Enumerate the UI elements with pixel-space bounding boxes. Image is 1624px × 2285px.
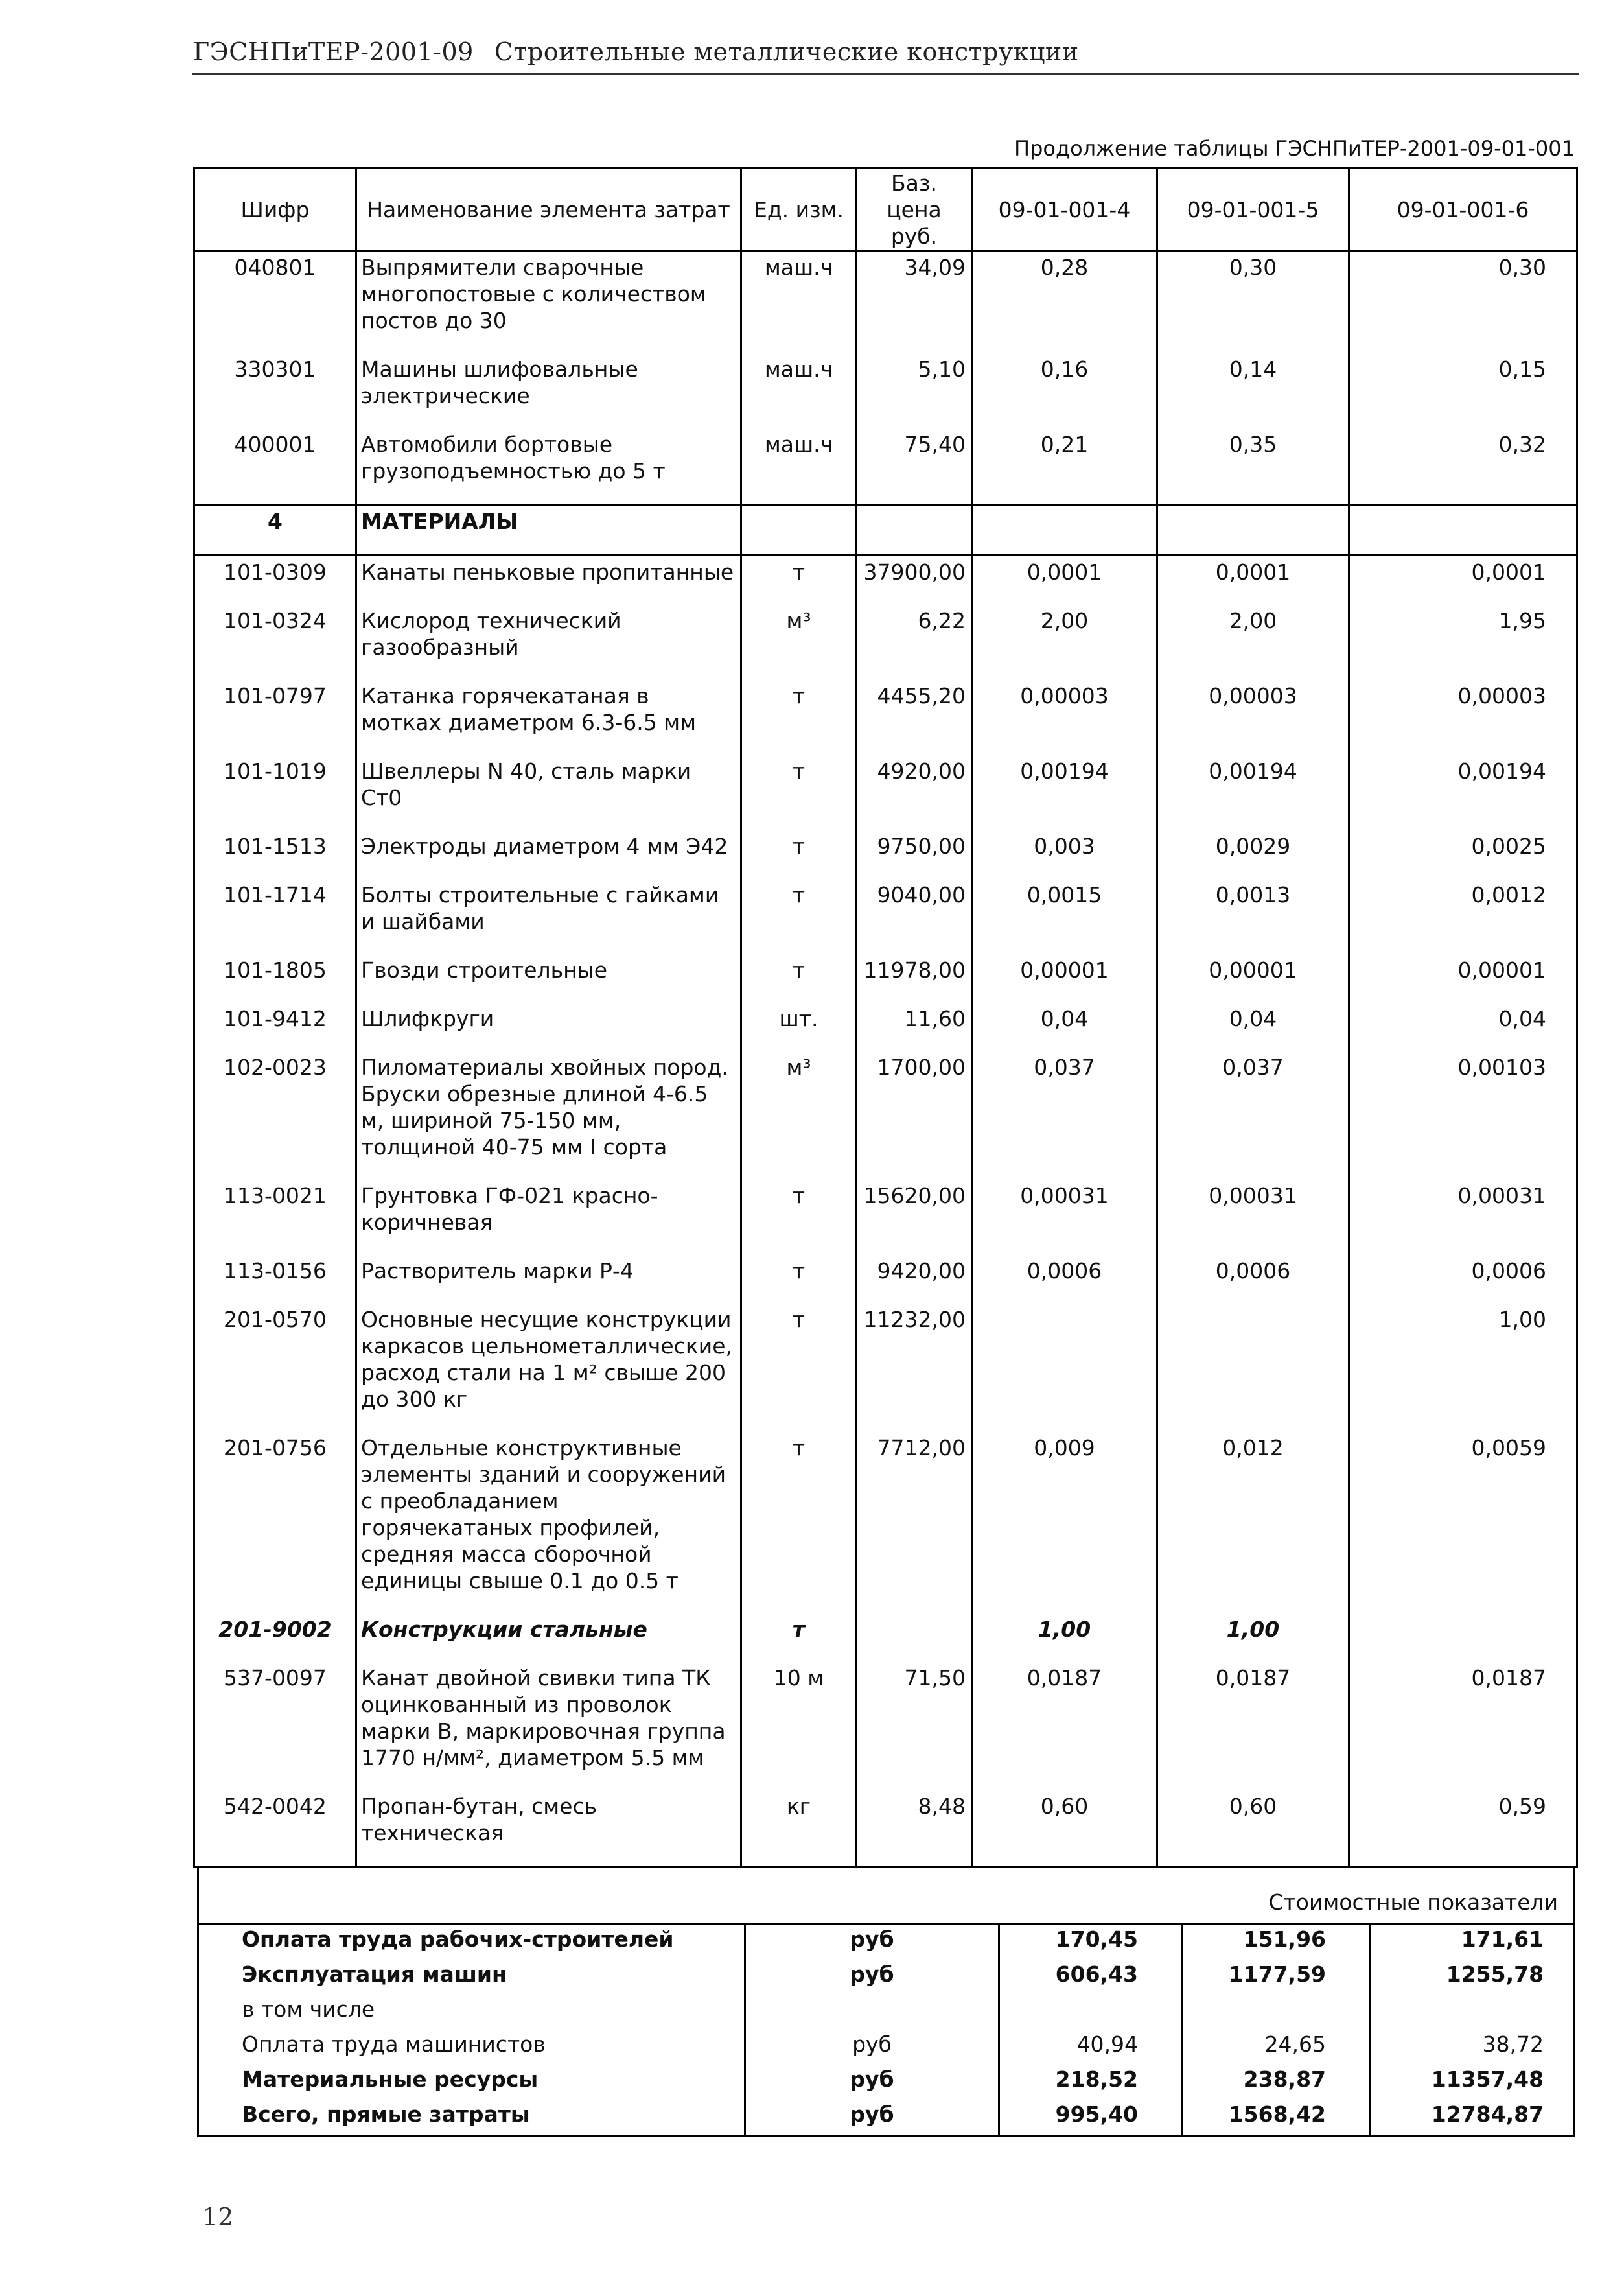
row-value-c3: 0,00194: [1349, 755, 1577, 830]
row-code: 101-1019: [194, 755, 356, 830]
row-value-c2: 0,04: [1157, 1003, 1349, 1051]
row-value-c3: 0,00001: [1349, 954, 1577, 1003]
cost-unit: [745, 1995, 999, 2030]
row-code: 201-0756: [194, 1432, 356, 1613]
cost-caption-row: [198, 1867, 1575, 1925]
row-code: 330301: [194, 353, 356, 428]
cost-unit: руб: [745, 2065, 999, 2100]
row-unit: т: [741, 1432, 857, 1613]
row-value-c3: 0,00003: [1349, 680, 1577, 755]
row-unit: шт.: [741, 1003, 857, 1051]
row-value-c1: 0,00194: [972, 755, 1157, 830]
cost-value-c2: 238,87: [1182, 2065, 1370, 2100]
row-name: Отдельные конструктивные элементы зданий и сооружений с преобладанием горячекатаных профилей, средняя масса сборочной единицы свыше 0.1 до 0.5 т: [356, 1432, 741, 1613]
cost-label: Материальные ресурсы: [242, 2067, 539, 2092]
row-value-c3: 0,59: [1349, 1790, 1577, 1867]
row-code: 101-0309: [194, 556, 356, 605]
row-value-c3: [1349, 505, 1577, 556]
table-row: [194, 505, 1577, 556]
row-unit: т: [741, 1180, 857, 1255]
row-value-c3: 0,0187: [1349, 1662, 1577, 1790]
row-price: 15620,00: [857, 1180, 972, 1255]
cost-value-c1: 606,43: [999, 1960, 1182, 1995]
row-name: Катанка горячекатаная в мотках диаметром 6.3-6.5 мм: [356, 680, 741, 755]
row-value-c2: 0,0187: [1157, 1662, 1349, 1790]
row-unit: т: [741, 879, 857, 954]
table-row: [194, 879, 1577, 954]
row-value-c2: 0,0006: [1157, 1255, 1349, 1304]
row-code: 537-0097: [194, 1662, 356, 1790]
col-header-c1: 09-01-001-4: [972, 169, 1157, 251]
cost-label: Оплата труда машинистов: [242, 2032, 546, 2057]
row-value-c1: [972, 1304, 1157, 1432]
row-code: 400001: [194, 428, 356, 505]
row-value-c2: 0,0001: [1157, 556, 1349, 605]
cost-label: в том числе: [242, 1997, 375, 2022]
cost-caption: Стоимостные показатели: [198, 1867, 1575, 1925]
row-code: 101-0797: [194, 680, 356, 755]
row-price: 9040,00: [857, 879, 972, 954]
col-header-code: Шифр: [194, 169, 356, 251]
row-name: Кислород технический газообразный: [356, 605, 741, 680]
row-value-c3: 0,00031: [1349, 1180, 1577, 1255]
cost-unit: руб: [745, 2030, 999, 2065]
table-row: [194, 1613, 1577, 1662]
row-name: Пропан-бутан, смесь техническая: [356, 1790, 741, 1867]
row-value-c1: 0,0187: [972, 1662, 1157, 1790]
row-name: Электроды диаметром 4 мм Э42: [356, 830, 741, 879]
row-value-c3: 0,0025: [1349, 830, 1577, 879]
page-number: 12: [202, 2203, 234, 2231]
row-value-c1: 0,037: [972, 1051, 1157, 1180]
row-price: 7712,00: [857, 1432, 972, 1613]
row-value-c2: 0,00001: [1157, 954, 1349, 1003]
row-price: 11978,00: [857, 954, 972, 1003]
row-code: 113-0021: [194, 1180, 356, 1255]
row-value-c2: 0,00194: [1157, 755, 1349, 830]
row-value-c1: 0,0015: [972, 879, 1157, 954]
row-code: 101-0324: [194, 605, 356, 680]
row-price: 5,10: [857, 353, 972, 428]
cost-label: Эксплуатация машин: [242, 1962, 507, 1987]
row-value-c1: [972, 505, 1157, 556]
row-value-c3: 1,00: [1349, 1304, 1577, 1432]
row-price: 9750,00: [857, 830, 972, 879]
row-price: 6,22: [857, 605, 972, 680]
row-value-c2: 0,0013: [1157, 879, 1349, 954]
table-row: [194, 755, 1577, 830]
row-value-c1: 0,00001: [972, 954, 1157, 1003]
cost-unit: руб: [745, 2100, 999, 2137]
table-row: [194, 1662, 1577, 1790]
row-name: Пиломатериалы хвойных пород. Бруски обрезные длиной 4-6.5 м, шириной 75-150 мм, толщиной 40-75 мм I сорта: [356, 1051, 741, 1180]
row-value-c1: 0,21: [972, 428, 1157, 505]
table-row: [194, 556, 1577, 605]
row-value-c2: 0,00031: [1157, 1180, 1349, 1255]
cost-value-c3: [1370, 1995, 1575, 2030]
row-unit: т: [741, 954, 857, 1003]
row-value-c2: 2,00: [1157, 605, 1349, 680]
row-name: Машины шлифовальные электрические: [356, 353, 741, 428]
row-code: 113-0156: [194, 1255, 356, 1304]
row-code: 201-0570: [194, 1304, 356, 1432]
row-code: 101-1513: [194, 830, 356, 879]
row-value-c2: [1157, 1304, 1349, 1432]
row-value-c3: 0,04: [1349, 1003, 1577, 1051]
cost-value-c3: 12784,87: [1370, 2100, 1575, 2137]
cost-row: [198, 1925, 1575, 1961]
row-price: 1700,00: [857, 1051, 972, 1180]
cost-value-c2: 1568,42: [1182, 2100, 1370, 2137]
table-row: [194, 1790, 1577, 1867]
row-code: 201-9002: [194, 1613, 356, 1662]
row-unit: т: [741, 755, 857, 830]
row-value-c1: 0,28: [972, 251, 1157, 354]
row-price: 34,09: [857, 251, 972, 354]
row-value-c3: 0,0059: [1349, 1432, 1577, 1613]
row-name: Канаты пеньковые пропитанные: [356, 556, 741, 605]
table-row: [194, 1432, 1577, 1613]
row-value-c2: 0,35: [1157, 428, 1349, 505]
row-value-c3: 0,32: [1349, 428, 1577, 505]
row-unit: м³: [741, 605, 857, 680]
table-row: [194, 830, 1577, 879]
col-header-c2: 09-01-001-5: [1157, 169, 1349, 251]
row-name: Гвозди строительные: [356, 954, 741, 1003]
row-name: Швеллеры N 40, сталь марки Ст0: [356, 755, 741, 830]
table-row: [194, 1255, 1577, 1304]
row-value-c2: 0,60: [1157, 1790, 1349, 1867]
table-row: [194, 428, 1577, 505]
row-unit: маш.ч: [741, 428, 857, 505]
table-row: [194, 251, 1577, 354]
row-code: 101-9412: [194, 1003, 356, 1051]
row-value-c2: 0,30: [1157, 251, 1349, 354]
row-price: [857, 505, 972, 556]
row-value-c3: 0,0006: [1349, 1255, 1577, 1304]
cost-value-c2: 1177,59: [1182, 1960, 1370, 1995]
cost-value-c1: 170,45: [999, 1925, 1182, 1961]
row-value-c1: 2,00: [972, 605, 1157, 680]
row-value-c1: 0,0006: [972, 1255, 1157, 1304]
row-value-c3: 0,00103: [1349, 1051, 1577, 1180]
table-row: [194, 605, 1577, 680]
header-title: Строительные металлические конструкции: [494, 38, 1079, 66]
table-row: [194, 1051, 1577, 1180]
row-unit: маш.ч: [741, 251, 857, 354]
row-price: 9420,00: [857, 1255, 972, 1304]
cost-value-c2: 151,96: [1182, 1925, 1370, 1961]
row-value-c1: 0,60: [972, 1790, 1157, 1867]
row-price: 11,60: [857, 1003, 972, 1051]
row-name: Грунтовка ГФ-021 красно-коричневая: [356, 1180, 741, 1255]
cost-value-c3: 38,72: [1370, 2030, 1575, 2065]
row-value-c3: 1,95: [1349, 605, 1577, 680]
row-value-c1: 1,00: [972, 1613, 1157, 1662]
cost-label: Всего, прямые затраты: [242, 2102, 530, 2127]
row-unit: т: [741, 680, 857, 755]
row-value-c1: 0,0001: [972, 556, 1157, 605]
cost-unit: руб: [745, 1925, 999, 1961]
table-row: [194, 1003, 1577, 1051]
row-value-c3: 0,15: [1349, 353, 1577, 428]
row-value-c3: 0,0001: [1349, 556, 1577, 605]
row-code: 101-1714: [194, 879, 356, 954]
continuation-caption: Продолжение таблицы ГЭСНПиТЕР-2001-09-01-001: [1014, 136, 1575, 161]
cost-label: Оплата труда рабочих-строителей: [242, 1927, 674, 1952]
row-price: 37900,00: [857, 556, 972, 605]
row-code: 101-1805: [194, 954, 356, 1003]
row-code: 102-0023: [194, 1051, 356, 1180]
row-unit: т: [741, 1304, 857, 1432]
row-name: Выпрямители сварочные многопостовые с количеством постов до 30: [356, 251, 741, 354]
row-value-c1: 0,009: [972, 1432, 1157, 1613]
row-value-c3: 0,30: [1349, 251, 1577, 354]
cost-value-c3: 1255,78: [1370, 1960, 1575, 1995]
row-value-c2: 0,0029: [1157, 830, 1349, 879]
table-row: [194, 954, 1577, 1003]
row-unit: т: [741, 556, 857, 605]
row-value-c2: 1,00: [1157, 1613, 1349, 1662]
row-name: Основные несущие конструкции каркасов цельнометаллические, расход стали на 1 м² свыше 200 до 300 кг: [356, 1304, 741, 1432]
row-unit: т: [741, 830, 857, 879]
table-row: [194, 1180, 1577, 1255]
cost-value-c1: 995,40: [999, 2100, 1182, 2137]
cost-value-c1: 40,94: [999, 2030, 1182, 2065]
row-name: Автомобили бортовые грузоподъемностью до 5 т: [356, 428, 741, 505]
cost-value-c2: [1182, 1995, 1370, 2030]
row-unit: 10 м: [741, 1662, 857, 1790]
row-unit: т: [741, 1255, 857, 1304]
row-unit: кг: [741, 1790, 857, 1867]
col-header-name: Наименование элемента затрат: [356, 169, 741, 251]
row-price: 8,48: [857, 1790, 972, 1867]
row-name: Шлифкруги: [356, 1003, 741, 1051]
row-price: 71,50: [857, 1662, 972, 1790]
row-unit: т: [741, 1613, 857, 1662]
resource-table: [193, 167, 1578, 1868]
row-value-c1: 0,00003: [972, 680, 1157, 755]
header-rule: [192, 73, 1579, 75]
cost-value-c3: 11357,48: [1370, 2065, 1575, 2100]
table-row: [194, 353, 1577, 428]
cost-row: [198, 1995, 1575, 2030]
row-value-c2: 0,14: [1157, 353, 1349, 428]
cost-row: [198, 2030, 1575, 2065]
row-price: [857, 1613, 972, 1662]
row-name: Канат двойной свивки типа ТК оцинкованный из проволок марки В, маркировочная группа 1770 н/мм², диаметром 5.5 мм: [356, 1662, 741, 1790]
row-code: 542-0042: [194, 1790, 356, 1867]
row-value-c1: 0,04: [972, 1003, 1157, 1051]
cost-row: [198, 2100, 1575, 2137]
cost-value-c1: [999, 1995, 1182, 2030]
table-row: [194, 1304, 1577, 1432]
header-code: ГЭСНПиТЕР-2001-09: [193, 38, 474, 66]
row-value-c3: 0,0012: [1349, 879, 1577, 954]
row-name: Растворитель марки Р-4: [356, 1255, 741, 1304]
cost-row: [198, 2065, 1575, 2100]
row-name: Конструкции стальные: [356, 1613, 741, 1662]
row-value-c2: 0,012: [1157, 1432, 1349, 1613]
cost-value-c3: 171,61: [1370, 1925, 1575, 1961]
running-header: [193, 38, 1079, 66]
row-value-c1: 0,00031: [972, 1180, 1157, 1255]
table-row: [194, 680, 1577, 755]
row-code: 040801: [194, 251, 356, 354]
row-price: 4920,00: [857, 755, 972, 830]
row-value-c2: [1157, 505, 1349, 556]
row-name: Болты строительные с гайками и шайбами: [356, 879, 741, 954]
row-unit: м³: [741, 1051, 857, 1180]
cost-value-c2: 24,65: [1182, 2030, 1370, 2065]
row-code: 4: [194, 505, 356, 556]
col-header-unit: Ед. изм.: [741, 169, 857, 251]
row-value-c1: 0,16: [972, 353, 1157, 428]
row-unit: [741, 505, 857, 556]
row-name: МАТЕРИАЛЫ: [356, 505, 741, 556]
col-header-price: Баз. цена руб.: [857, 169, 972, 251]
row-value-c1: 0,003: [972, 830, 1157, 879]
row-value-c3: [1349, 1613, 1577, 1662]
row-value-c2: 0,00003: [1157, 680, 1349, 755]
col-header-c3: 09-01-001-6: [1349, 169, 1577, 251]
row-price: 75,40: [857, 428, 972, 505]
cost-row: [198, 1960, 1575, 1995]
row-unit: маш.ч: [741, 353, 857, 428]
cost-unit: руб: [745, 1960, 999, 1995]
cost-indicators-table: [197, 1866, 1575, 2137]
row-value-c2: 0,037: [1157, 1051, 1349, 1180]
cost-value-c1: 218,52: [999, 2065, 1182, 2100]
row-price: 4455,20: [857, 680, 972, 755]
row-price: 11232,00: [857, 1304, 972, 1432]
table-header-row: [194, 169, 1577, 251]
